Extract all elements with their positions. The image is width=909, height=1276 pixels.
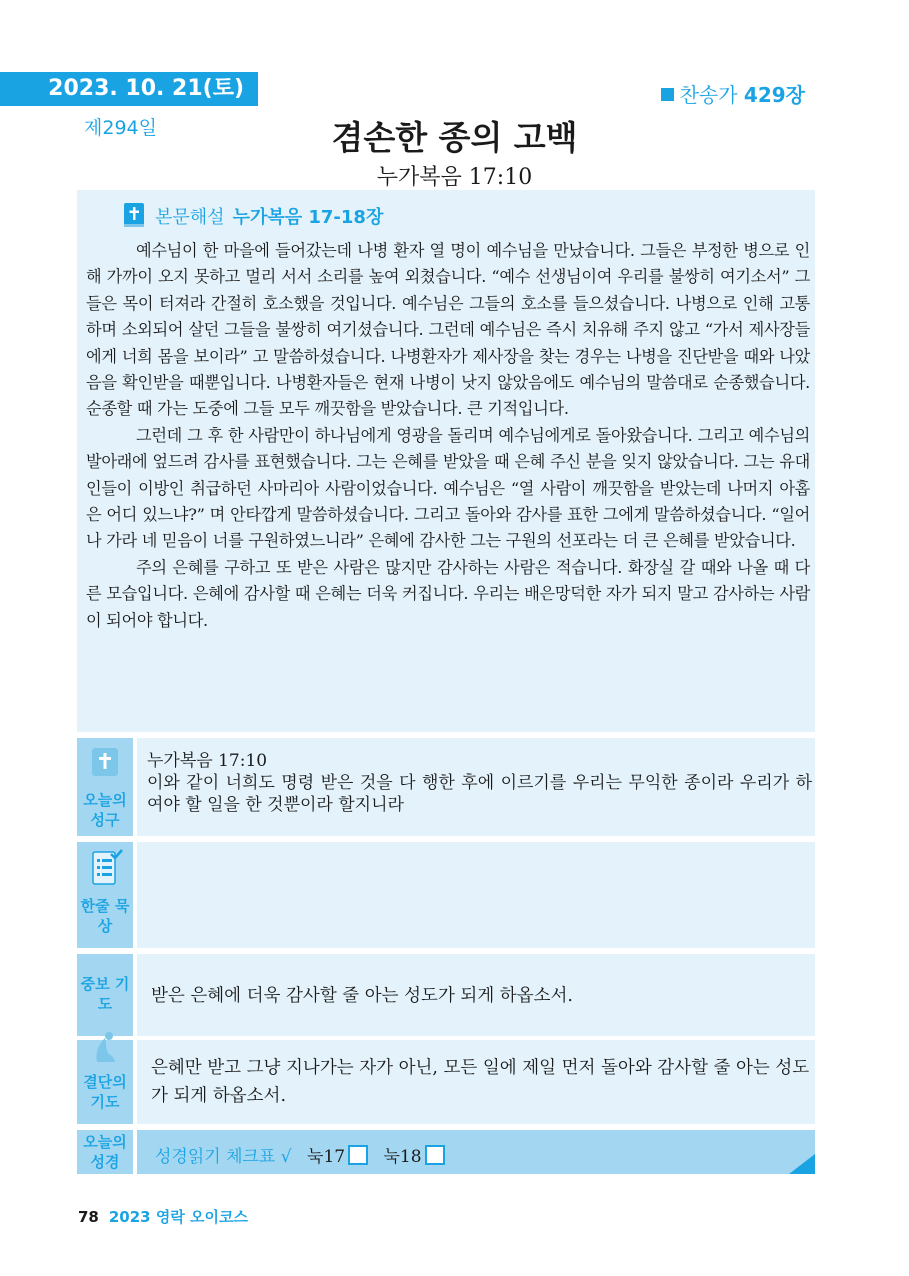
checkbox[interactable] xyxy=(348,1145,368,1165)
praying-hands-icon xyxy=(87,1030,123,1064)
resolution-label xyxy=(77,1040,133,1124)
scripture-reference: 누가복음 17:10 xyxy=(376,165,533,190)
intercession-content xyxy=(137,954,815,1036)
square-bullet-icon xyxy=(661,88,674,101)
hymn-number: 429장 xyxy=(743,83,805,107)
reading-check-item[interactable] xyxy=(383,1147,444,1167)
date-banner: 2023. 10. 21(토) xyxy=(0,72,258,106)
reading-check-section xyxy=(77,1130,815,1174)
page-number: 78 xyxy=(78,1208,99,1226)
meditation-label xyxy=(77,842,133,948)
reading-check-item-label: 눅18 xyxy=(383,1147,422,1167)
commentary-label: 본문해설 xyxy=(155,207,225,228)
reading-check-label xyxy=(77,1130,133,1174)
today-verse-label-text: 오늘의 성구 xyxy=(83,791,127,829)
reading-check-item[interactable] xyxy=(307,1147,368,1167)
today-verse-body: 이와 같이 너희도 명령 받은 것을 다 행한 후에 이르기를 우리는 무익한 종이라 우리가 하여야 할 일을 한 것뿐이라 할지니라 xyxy=(147,773,812,815)
checklist-icon xyxy=(89,848,123,888)
reading-check-label-text: 오늘의 성경 xyxy=(83,1133,127,1171)
meditation-label-text: 한줄 묵상 xyxy=(80,897,130,935)
today-verse-content xyxy=(137,738,815,836)
page-title xyxy=(0,112,909,159)
commentary-paragraph: 예수님이 한 마을에 들어갔는데 나병 환자 열 명이 예수님을 만났습니다. 그들은 부정한 병으로 인해 가까이 오지 못하고 멀리 서서 소리를 높여 외쳤습니다. “예수 선생님이여 우리를 불쌍히 여기소서” 그들은 목이 터져라 간절히 호소했을 것입니다. 예수님은 그들의 호소를 들으셨습니다. 나병으로 인해 고통하며 소외되어 살던 그들을 불쌍히 여기셨습니다. 그런데 예수님은 즉시 치유해 주지 않고 “가서 제사장들에게 너희 몸을 보이라” 고 말씀하셨습니다. 나병환자가 제사장을 찾는 경우는 나병을 진단받을 때와 나았음을 확인받을 때뿐입니다. 나병환자들은 현재 나병이 낫지 않았음에도 예수님의 말씀대로 순종했습니다. 순종할 때 가는 도중에 그들 모두 깨끗함을 받았습니다. 큰 기적입니다. xyxy=(86,241,810,419)
meditation-content[interactable] xyxy=(137,842,815,948)
checkbox[interactable] xyxy=(425,1145,445,1165)
hymn-reference xyxy=(661,79,805,108)
page-title-text: 겸손한 종의 고백 xyxy=(331,118,578,157)
commentary-paragraph: 주의 은혜를 구하고 또 받은 사람은 많지만 감사하는 사람은 적습니다. 화장실 갈 때와 나올 때 다른 모습입니다. 은혜에 감사할 때 은혜는 더욱 커집니다. 우리는 배은망덕한 자가 되지 말고 감사하는 사람이 되어야 합니다. xyxy=(86,557,810,630)
reading-check-content xyxy=(137,1130,815,1174)
resolution-text: 은혜만 받고 그냥 지나가는 자가 아닌, 모든 일에 제일 먼저 돌아와 감사할 줄 아는 성도가 되게 하옵소서. xyxy=(151,1058,810,1106)
commentary-panel xyxy=(77,190,815,732)
meditation-section xyxy=(77,842,815,948)
resolution-content xyxy=(137,1040,815,1124)
day-count: 제294일 xyxy=(84,117,157,139)
reading-check-item-label: 눅17 xyxy=(307,1147,346,1167)
today-verse-section xyxy=(77,738,815,836)
today-verse-text xyxy=(147,750,812,816)
commentary-paragraph: 그런데 그 후 한 사람만이 하나님에게 영광을 돌리며 예수님에게로 돌아왔습니다. 그리고 예수님의 발아래에 엎드려 감사를 표현했습니다. 그는 은혜를 받았을 때 은혜 주신 분을 잊지 않았습니다. 그는 유대인들이 이방인 취급하던 사마리아 사람이었습니다. 예수님은 “열 사람이 깨끗함을 받았는데 나머지 아홉은 어디 있느냐?” 며 안타깝게 말씀하셨습니다. 그리고 돌아와 감사를 표한 그에게 말씀하셨습니다. “일어나 가라 네 믿음이 너를 구원하였느니라” 은혜에 감사한 그는 구원의 선포라는 더 큰 은혜를 받았습니다. xyxy=(86,425,810,551)
resolution-label-text: 결단의 기도 xyxy=(83,1073,127,1111)
commentary-heading xyxy=(155,203,383,229)
intercession-label xyxy=(77,954,133,1036)
intercession-label-text: 중보 기도 xyxy=(80,975,130,1013)
intercession-text: 받은 은혜에 더욱 감사할 줄 아는 성도가 되게 하옵소서. xyxy=(151,986,573,1006)
book-title: 2023 영락 오이코스 xyxy=(108,1208,249,1226)
page-footer xyxy=(78,1206,248,1227)
corner-triangle-decoration xyxy=(789,1154,815,1174)
intercession-section xyxy=(77,954,815,1036)
commentary-body xyxy=(86,238,810,634)
resolution-section xyxy=(77,1040,815,1124)
reading-check-row xyxy=(155,1142,445,1167)
bible-icon xyxy=(90,746,120,780)
today-verse-reference: 누가복음 17:10 xyxy=(147,751,268,771)
today-verse-label xyxy=(77,738,133,836)
commentary-reference: 누가복음 17-18장 xyxy=(232,207,384,228)
reading-check-title: 성경읽기 체크표 √ xyxy=(155,1147,292,1167)
bible-icon xyxy=(123,202,145,228)
hymn-label: 찬송가 xyxy=(679,83,738,107)
